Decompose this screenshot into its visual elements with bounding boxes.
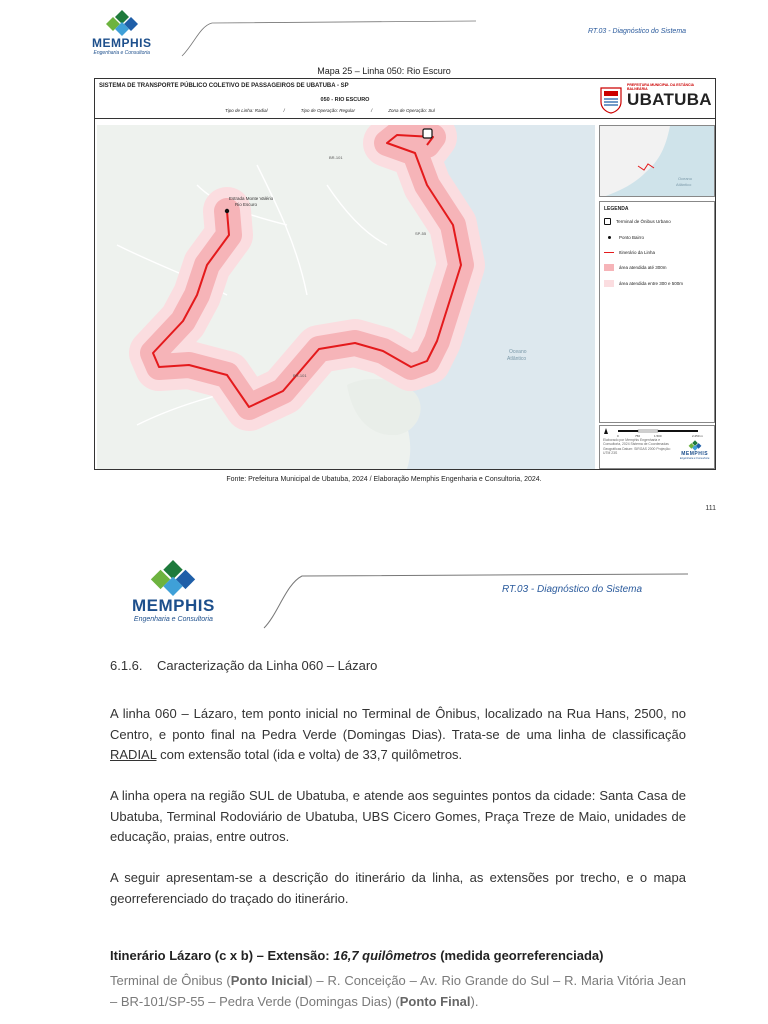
- legend-label: área atendida entre 300 e 500m: [619, 281, 684, 286]
- city-authority: PREFEITURA MUNICIPAL DA ESTÂNCIA BALNEÁRIA: [627, 83, 694, 91]
- memphis-diamond-icon: [687, 440, 703, 451]
- paragraph-itinerary-intro: A seguir apresentam-se a descrição do itinerário da linha, as extensões por trecho, e o mapa georreferenciado do traçado do itinerário.: [110, 870, 686, 906]
- bus-terminal-icon: [604, 218, 611, 225]
- legend-label: Terminal de Ônibus Urbano: [616, 219, 671, 224]
- map-canvas: [97, 125, 595, 469]
- line-meta: [225, 108, 435, 113]
- scale-label: 750: [635, 434, 641, 438]
- itinerary-extension: 16,7 quilômetros: [333, 948, 437, 963]
- map-source: Fonte: Prefeitura Municipal de Ubatuba, 2024 / Elaboração Memphis Engenharia e Consultoria, 2024.: [226, 476, 542, 483]
- scale-label: 1.500: [654, 434, 662, 438]
- legend-item-terminal: [604, 218, 710, 225]
- map-header: [95, 79, 715, 119]
- system-title: SISTEMA DE TRANSPORTE PÚBLICO COLETIVO DE PASSAGEIROS DE UBATUBA - SP: [99, 83, 349, 89]
- bus-terminal-icon: [423, 129, 432, 138]
- ocean-label-1: Oceano: [509, 349, 527, 355]
- itinerary-end: Ponto Final: [399, 994, 471, 1009]
- road-label: SP-55: [415, 231, 427, 236]
- route-map: [94, 78, 716, 470]
- section-number: 6.1.6.: [110, 658, 143, 673]
- scale-label: 2.250 m: [692, 434, 703, 438]
- brand-tagline: Engenharia e Consultoria: [680, 457, 710, 460]
- paragraph-text: com extensão total (ida e volta) de 33,7 quilômetros.: [160, 747, 463, 762]
- meta-separator: /: [371, 108, 373, 113]
- route-line-icon: [604, 252, 614, 254]
- legend-label: área atendida até 300m: [619, 265, 667, 270]
- road-label: BR-101: [293, 373, 307, 378]
- map-credits: Elaborado por Memphis Engenharia e Consultoria, 2024 Sistema de Coordenadas Geográficas Datum: SIRGAS 2000 Projeção: UTM 23S: [603, 438, 671, 455]
- ocean-label-2: Atlântico: [507, 356, 527, 362]
- paragraph-region: A linha opera na região SUL de Ubatuba, e atende aos seguintes pontos da cidade: Santa Casa de Ubatuba, Terminal Rodoviário de Ubatuba, UBS Cicero Gomes, Praça Treze de Maio, unidades de educação, praias, entre outros.: [110, 788, 686, 844]
- doc-reference: RT.03 - Diagnóstico do Sistema: [588, 28, 687, 35]
- brand-name: MEMPHIS: [92, 36, 152, 50]
- header-swoosh: [180, 18, 480, 58]
- buffer-300-swatch: [604, 264, 614, 271]
- brand-tagline: Engenharia e Consultoria: [93, 50, 150, 56]
- map-drawing: [97, 125, 595, 469]
- meta-separator: /: [283, 108, 285, 113]
- legend-item-stop: [604, 234, 710, 241]
- legend-item-buffer-300: [604, 264, 710, 271]
- road-label: BR-101: [329, 155, 343, 160]
- memphis-logo-small: [680, 440, 709, 460]
- legend-title: LEGENDA: [604, 206, 629, 212]
- page-number: 111: [705, 505, 716, 512]
- brand-tagline: Engenharia e Consultoria: [133, 616, 213, 623]
- paragraph-text: A linha 060 – Lázaro, tem ponto inicial no Terminal de Ônibus, localizado na Rua Hans, 2500, no Centro, e ponto final na Pedra Verde (Domingas Dias). Trata-se de uma linha de classificação: [110, 706, 686, 742]
- north-arrow-icon: [604, 428, 608, 434]
- locator-inset-map: [599, 125, 715, 197]
- end-label-1: Estrada Monte Valério: [229, 196, 274, 201]
- map-legend: [599, 201, 715, 423]
- legend-label: Itinerário da Linha: [619, 250, 656, 255]
- city-crest-icon: [599, 84, 623, 114]
- inset-ocean-label-1: Oceano: [678, 176, 693, 181]
- doc-reference: RT.03 - Diagnóstico do Sistema: [502, 584, 643, 595]
- page-lower: [0, 540, 768, 1024]
- section-heading: [110, 658, 377, 673]
- end-label-2: Rio Escuro: [235, 202, 258, 207]
- memphis-diamond-icon: [145, 560, 201, 596]
- header-swoosh: [262, 570, 692, 632]
- itinerary-text: ) – R. Conceição – Av. Rio Grande do Sul – R. Maria Vitória Jean – BR-101/SP-55 – Pedra Verde (Domingas Dias) (: [110, 973, 686, 1009]
- line-name: 050 - RIO ESCURO: [320, 97, 370, 103]
- stop-dot-icon: [604, 234, 614, 241]
- scale-bar: [600, 426, 716, 438]
- scale-label: 0: [617, 434, 619, 438]
- itinerary-title: [110, 948, 603, 963]
- brand-name: MEMPHIS: [132, 596, 215, 615]
- paragraph-line-overview: [110, 704, 686, 766]
- map-sidebar: [599, 125, 715, 469]
- map-caption: Mapa 25 – Linha 050: Rio Escuro: [317, 66, 451, 76]
- itinerary-start: Ponto Inicial: [230, 973, 309, 988]
- line-classification: RADIAL: [110, 747, 157, 762]
- itinerary-text: Terminal de Ônibus (: [110, 973, 231, 988]
- scale-and-credits: [599, 425, 715, 469]
- buffer-500-swatch: [604, 280, 614, 287]
- city-name: UBATUBA: [627, 90, 712, 109]
- ubatuba-logo: [599, 83, 711, 115]
- legend-item-route: [604, 250, 710, 255]
- memphis-diamond-icon: [102, 10, 142, 36]
- memphis-logo: [132, 560, 215, 623]
- operation-type: Tipo de Operação: Regular: [300, 108, 356, 113]
- legend-item-buffer-500: [604, 280, 710, 287]
- itinerary-title-text: Itinerário Lázaro (c x b) – Extensão:: [110, 948, 330, 963]
- section-title: Caracterização da Linha 060 – Lázaro: [156, 658, 378, 673]
- legend-label: Ponto Bairro: [619, 235, 645, 240]
- end-stop-marker: [225, 209, 229, 213]
- line-type: Tipo de Linha: Radial: [225, 108, 268, 113]
- operation-zone: Zona de Operação: Sul: [388, 108, 435, 113]
- itinerary-title-note: (medida georreferenciada): [440, 948, 604, 963]
- itinerary-text: ).: [470, 994, 479, 1009]
- memphis-logo: [92, 10, 152, 56]
- brand-name: MEMPHIS: [681, 451, 709, 457]
- itinerary-description: [110, 970, 686, 1012]
- inset-drawing: [600, 126, 715, 197]
- inset-ocean-label-2: Atlântico: [676, 182, 692, 187]
